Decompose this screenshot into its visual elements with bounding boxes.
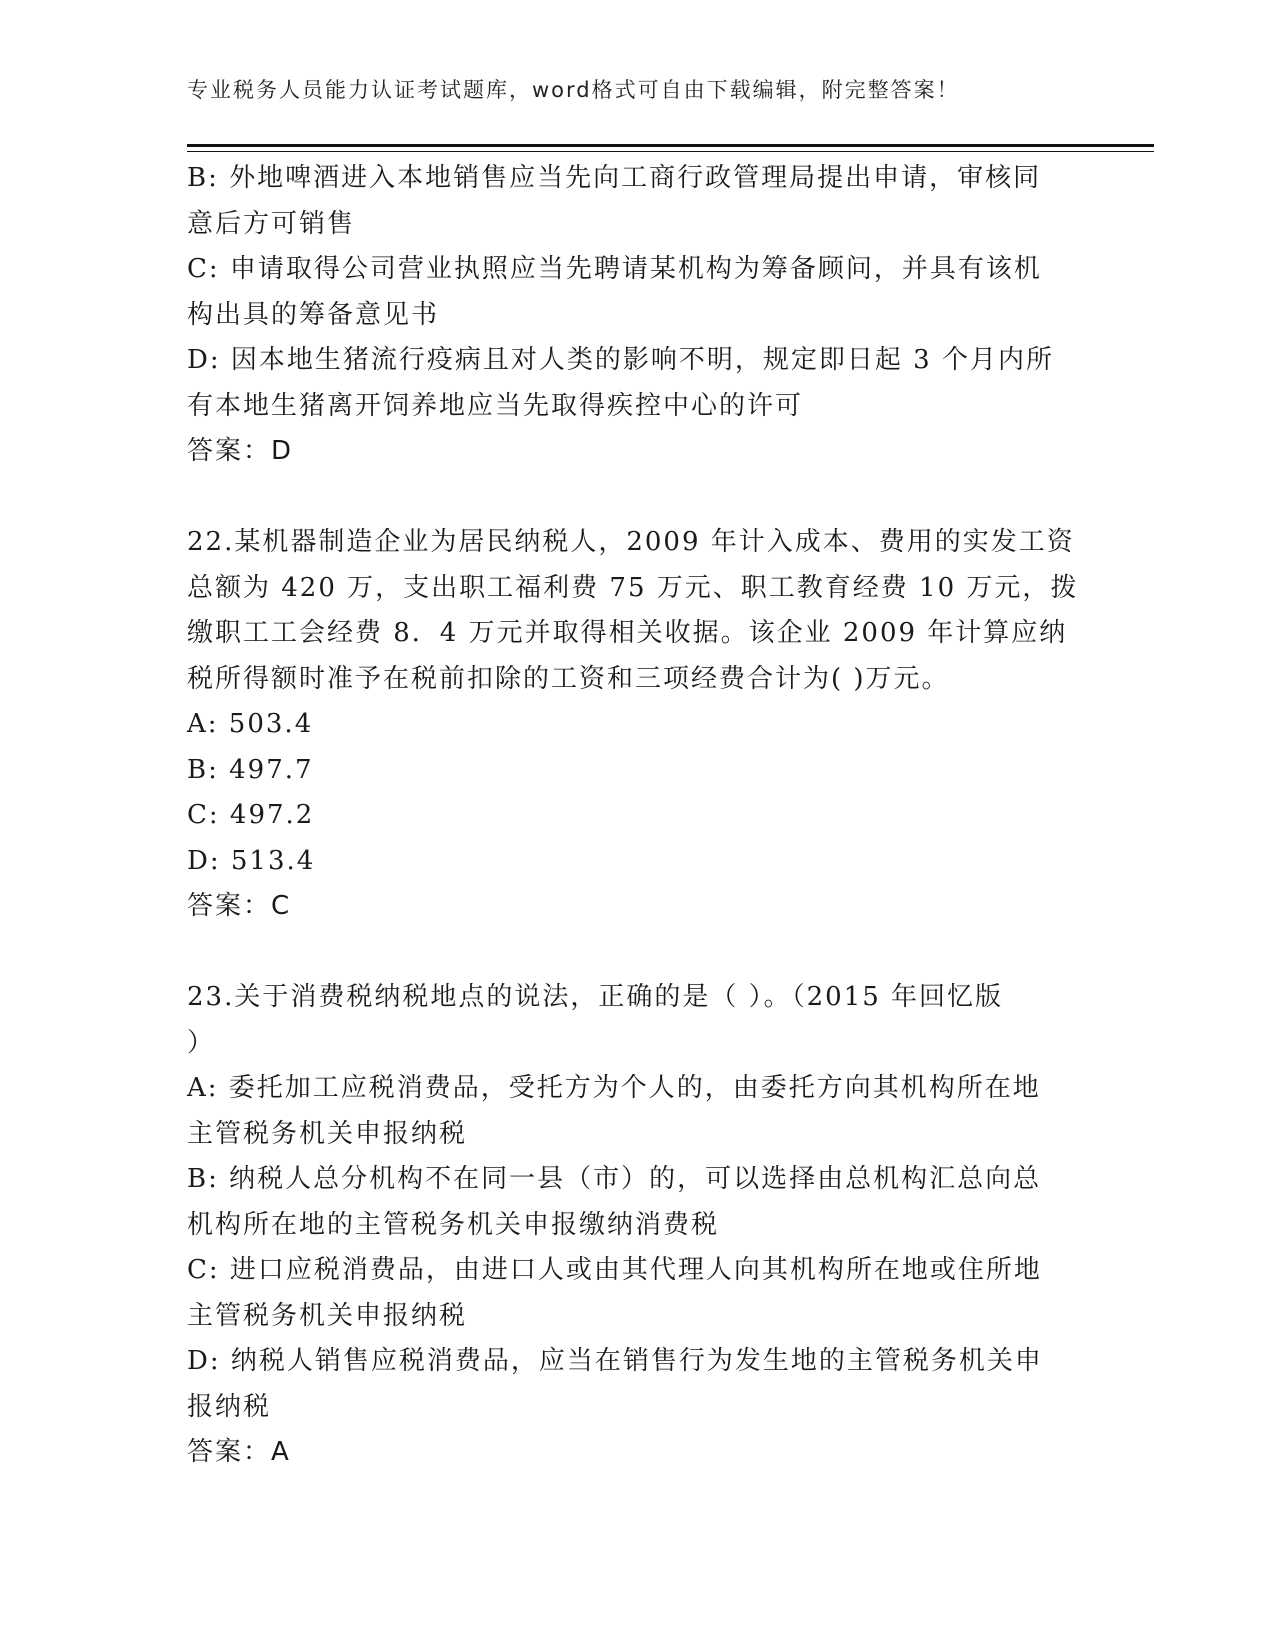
header-rule-thick (187, 144, 1154, 147)
q23-stem-line2: ） (187, 1027, 216, 1058)
q23-option-a-line1: A: 委托加工应税消费品，受托方为个人的，由委托方向其机构所在地 (187, 1073, 1041, 1103)
document-body (187, 156, 1087, 1476)
q21-answer: 答案：D (187, 436, 294, 466)
q23-option-b-line1: B: 纳税人总分机构不在同一县（市）的，可以选择由总机构汇总向总 (187, 1164, 1042, 1194)
q21-option-b-line2: 意后方可销售 (187, 208, 356, 239)
q22-stem-line2: 总额为 420 万，支出职工福利费 75 万元、职工教育经费 10 万元，拨 (187, 572, 1079, 603)
q22-stem-line1: 22.某机器制造企业为居民纳税人，2009 年计入成本、费用的实发工资 (187, 527, 1075, 557)
q23-option-a-line2: 主管税务机关申报纳税 (187, 1118, 468, 1149)
question-23 (187, 975, 1087, 1476)
q22-option-c: C: 497.2 (187, 800, 315, 830)
q21-option-d-line2: 有本地生猪离开饲养地应当先取得疾控中心的许可 (187, 390, 804, 421)
q23-answer: 答案：A (187, 1437, 291, 1467)
q22-answer: 答案：C (187, 891, 292, 921)
q23-option-c-line1: C: 进口应税消费品，由进口人或由其代理人向其机构所在地或住所地 (187, 1255, 1042, 1285)
q21-option-c-line1: C: 申请取得公司营业执照应当先聘请某机构为筹备顾问，并具有该机 (187, 254, 1042, 284)
q22-option-b: B: 497.7 (187, 754, 314, 785)
q23-option-b-line2: 机构所在地的主管税务机关申报缴纳消费税 (187, 1209, 720, 1240)
question-21-continued (187, 156, 1087, 475)
q22-stem-line3: 缴职工工会经费 8．4 万元并取得相关收据。该企业 2009 年计算应纳 (187, 618, 1068, 648)
header-rule-thin (187, 151, 1154, 152)
spacer (187, 930, 1087, 976)
q22-option-a: A: 503.4 (187, 709, 314, 739)
q22-stem-line4: 税所得额时准予在税前扣除的工资和三项经费合计为( )万元。 (187, 663, 950, 694)
spacer (187, 475, 1087, 521)
q23-option-d-line2: 报纳税 (187, 1391, 272, 1422)
question-22 (187, 520, 1087, 930)
q22-option-d: D: 513.4 (187, 845, 316, 876)
q21-option-d-line1: D: 因本地生猪流行疫病且对人类的影响不明，规定即日起 3 个月内所 (187, 345, 1054, 375)
q21-option-b-line1: B: 外地啤酒进入本地销售应当先向工商行政管理局提出申请，审核同 (187, 163, 1042, 193)
page-header: 专业税务人员能力认证考试题库，word格式可自由下载编辑，附完整答案！ (187, 78, 960, 102)
q23-option-c-line2: 主管税务机关申报纳税 (187, 1300, 468, 1331)
q23-option-d-line1: D: 纳税人销售应税消费品，应当在销售行为发生地的主管税务机关申 (187, 1346, 1043, 1376)
q23-stem-line1: 23.关于消费税纳税地点的说法，正确的是（ ）。（2015 年回忆版 (187, 982, 1004, 1012)
q21-option-c-line2: 构出具的筹备意见书 (187, 299, 440, 330)
